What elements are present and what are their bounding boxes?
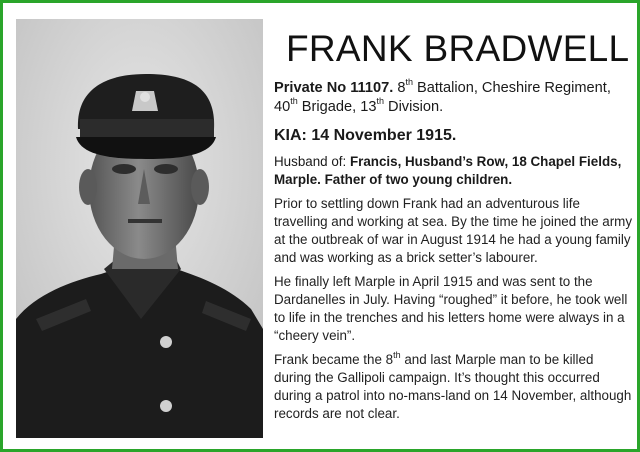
battalion-ordinal-suffix: th — [405, 77, 413, 88]
private-number: Private No 11107. — [274, 80, 394, 96]
division-text: Division. — [383, 99, 444, 115]
soldier-name-title: FRANK BRADWELL — [286, 28, 630, 69]
division-ordinal-suffix: th — [376, 96, 384, 107]
battalion-number: 8 — [397, 80, 406, 96]
biography-paragraph-2: He finally left Marple in April 1915 and was sent to the Dardanelles in July. Having “roughed” it before, he took well to life in the trenches and his letters home were always in a “cheery vein”. — [274, 274, 628, 343]
brigade-number: 40 — [274, 99, 291, 115]
paragraph-3-ordinal-suffix: th — [393, 349, 401, 360]
husband-prefix: Husband of: — [274, 154, 350, 169]
soldier-portrait-drawing — [16, 19, 263, 438]
paragraph-3-rest: and last Marple man to be killed during the Gallipoli campaign. It’s thought this occurred during a patrol into no-mans-land on 14 November, although records are not clear. — [274, 352, 632, 421]
battalion-text: Battalion, Cheshire Regiment, — [412, 80, 611, 96]
paragraph-3-number: 8 — [385, 352, 394, 367]
division-number: 13 — [360, 99, 377, 115]
paragraph-3-start: Frank became the — [274, 352, 386, 367]
husband-details: Francis, Husband’s Row, 18 Chapel Fields, Marple. Father of two young children. — [274, 154, 622, 187]
biography-text — [274, 27, 634, 423]
soldier-portrait-photo — [16, 19, 263, 438]
biography-paragraph-3 — [274, 351, 634, 423]
service-details — [274, 79, 634, 117]
brigade-ordinal-suffix: th — [290, 96, 298, 107]
family-details — [274, 153, 634, 189]
brigade-text: Brigade, — [297, 99, 361, 115]
killed-in-action-date: KIA: 14 November 1915. — [274, 127, 457, 144]
biography-paragraph-1: Prior to settling down Frank had an adventurous life travelling and working at sea. By the time he joined the army at the outbreak of war in August 1914 he had a young family and was working as a brick setter’s labourer. — [274, 196, 633, 265]
